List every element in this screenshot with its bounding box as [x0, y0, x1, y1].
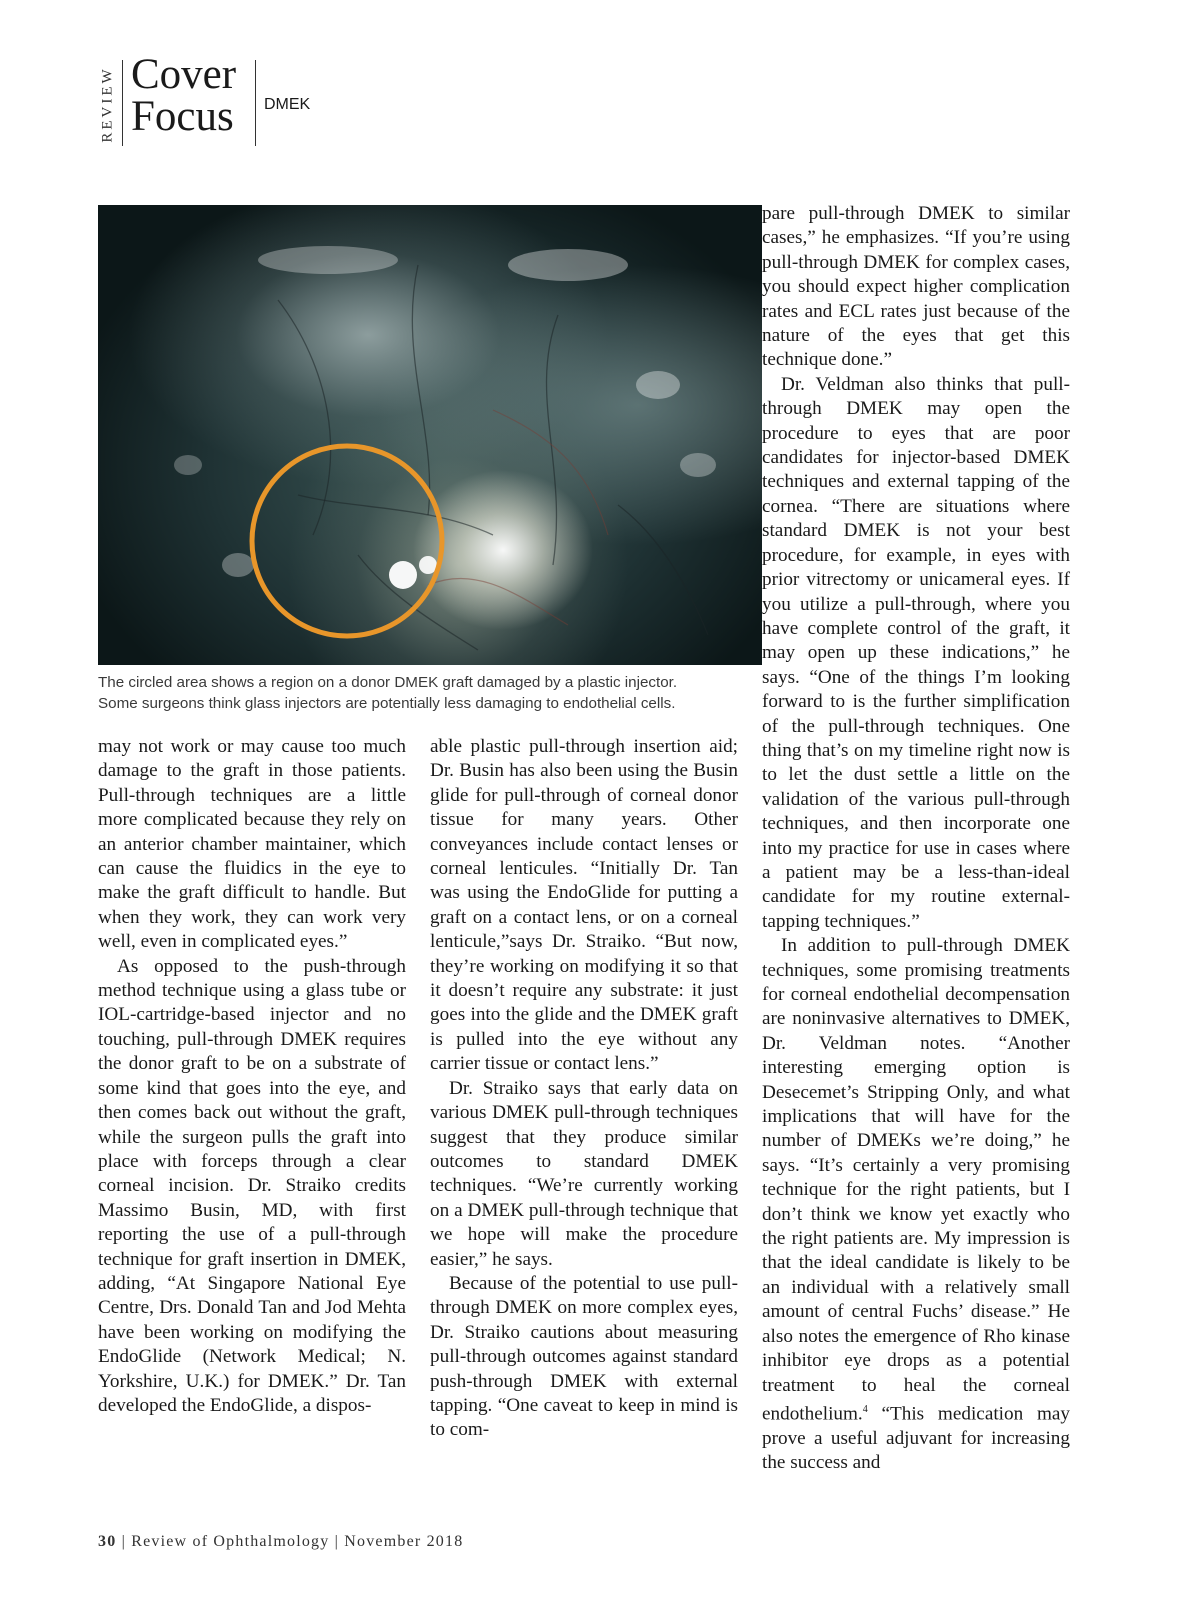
issue-date: November 2018 — [344, 1533, 464, 1550]
section-tag: DMEK — [264, 96, 311, 113]
footer-separator: | — [121, 1533, 127, 1550]
paragraph-text: “This medication may prove a useful adjuvant for increasing the success and — [762, 1403, 1070, 1474]
text-column-2 — [430, 735, 738, 1443]
damage-highlight-circle — [252, 446, 442, 636]
review-vertical-label — [98, 62, 118, 146]
caption-line: Some surgeons think glass injectors are potentially less damaging to endothelial cells. — [98, 695, 676, 712]
paragraph: Because of the potential to use pull-through DMEK on more complex eyes, Dr. Straiko cautions about measuring pull-through outcomes against standard push-through DMEK with external tapping. “One caveat to keep in mind is to com- — [430, 1272, 738, 1441]
photo-overlay — [98, 205, 762, 665]
publication-name: Review of Ophthalmology — [131, 1533, 330, 1550]
title-line-cover: Cover — [131, 51, 237, 98]
figure-caption — [98, 672, 762, 714]
paragraph: able plastic pull-through insertion aid; Dr. Busin has also been using the Busin glide for pull-through of corneal donor tissue for many years. Other conveyances include contact lenses or corneal lenticules. “Initially Dr. Tan was using the EndoGlide for putting a graft on a contact lens, or on a corneal lenticule,”says Dr. Straiko. “But now, they’re working on modifying it so that it doesn’t require any substrate: it just goes into the glide and the DMEK graft is pulled into the eye without any carrier tissue or contact lens.” — [430, 736, 738, 1075]
dmek-graft-photo — [98, 205, 762, 665]
paragraph: may not work or may cause too much damage to the graft in those patients. Pull-through techniques are a little more complicated because they rely on an anterior chamber maintainer, which can cause the fluidics in the eye to make the graft difficult to handle. But when they work, they can work very well, even in complicated eyes.” — [98, 736, 406, 953]
footer-separator: | — [334, 1533, 340, 1550]
paragraph: Dr. Straiko says that early data on various DMEK pull-through techniques suggest that they produce similar outcomes to standard DMEK techniques. “We’re currently working on a DMEK pull-through technique that we hope will make the procedure easier,” he says. — [430, 1077, 738, 1270]
text-column-3 — [762, 202, 1070, 1476]
caption-line: The circled area shows a region on a donor DMEK graft damaged by a plastic injector. — [98, 674, 678, 691]
page-footer — [98, 1533, 463, 1551]
review-label-text: REVIEW — [99, 65, 116, 143]
paragraph: pare pull-through DMEK to similar cases,” he emphasizes. “If you’re using pull-through DMEK for complex cases, you should expect higher complication rates and ECL rates just because of the nature of the eyes that get this technique done.” — [762, 203, 1070, 371]
title-line-focus: Focus — [131, 93, 234, 140]
header-rule-right — [255, 60, 256, 146]
paragraph: As opposed to the push-through method technique using a glass tube or IOL-cartridge-based injector and no touching, pull-through DMEK requires the donor graft to be on a substrate of some kind that goes into the eye, and then comes back out without the graft, while the surgeon pulls the graft into place with forceps through a clear corneal incision. Dr. Straiko credits Massimo Busin, MD, with first reporting the use of a pull-through technique for graft insertion in DMEK, adding, “At Singapore National Eye Centre, Drs. Donald Tan and Jod Mehta have been working on modifying the EndoGlide (Network Medical; N. Yorkshire, U.K.) for DMEK.” Dr. Tan developed the EndoGlide, a dispos- — [98, 955, 406, 1416]
paragraph — [762, 934, 1070, 1475]
header-rule-left — [122, 60, 123, 146]
section-title — [131, 51, 237, 140]
paragraph: Dr. Veldman also thinks that pull-through DMEK may open the procedure to eyes that are poor candidates for injector-based DMEK techniques and external tapping of the cornea. “There are situations where standard DMEK is not your best procedure, for example, in eyes with prior vitrectomy or unicameral eyes. If you utilize a pull-through, where you have complete control of the graft, it may open up these indications,” he says. “One of the things I’m looking forward to is the further simplification of the pull-through techniques. One thing that’s on my timeline right now is to let the dust settle a little on the validation of the various pull-through techniques, and then incorporate one into my practice for use in cases where a patient may be a less-than-ideal candidate for my routine external-tapping techniques.” — [762, 373, 1070, 932]
footnote-ref: 4 — [862, 1403, 868, 1415]
text-column-1 — [98, 735, 406, 1418]
page-number: 30 — [98, 1533, 117, 1550]
paragraph-text: In addition to pull-through DMEK techniques, some promising treatments for corneal endothelial decompensation are noninvasive alternatives to DMEK, Dr. Veldman notes. “Another interesting emerging option is Desecemet’s Stripping Only, and what implications that will have for the number of DMEKs we’re doing,” he says. “It’s certainly a very promising technique for the right patients, but I don’t think we know yet exactly who the right patients are. My impression is that the ideal candidate is likely to be an individual with a relatively small amount of central Fuchs’ disease.” He also notes the emergence of Rho kinase inhibitor eye drops as a potential treatment to heal the corneal endothelium. — [762, 935, 1070, 1425]
